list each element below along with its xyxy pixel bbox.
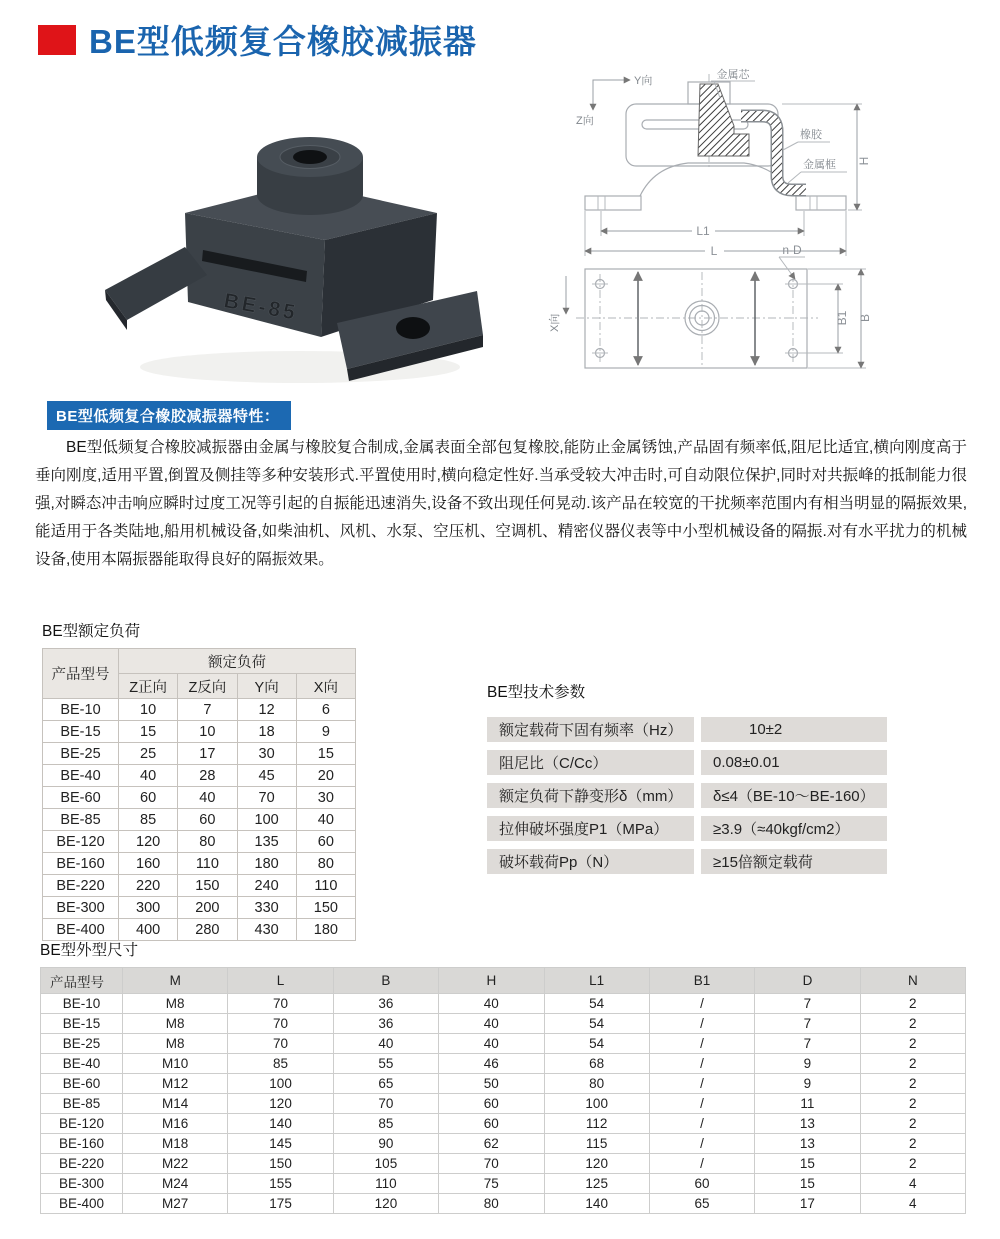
product-photo xyxy=(85,95,515,405)
table-cell: / xyxy=(649,1054,754,1074)
table-cell: BE-40 xyxy=(41,1054,123,1074)
table-cell: M16 xyxy=(123,1114,228,1134)
column-header: X向 xyxy=(296,674,355,699)
table-cell: 7 xyxy=(755,1014,860,1034)
table-row xyxy=(41,1194,966,1214)
table-cell: BE-120 xyxy=(43,831,119,853)
column-header: M xyxy=(123,968,228,994)
table-cell: BE-25 xyxy=(43,743,119,765)
table-cell: 40 xyxy=(439,994,544,1014)
table-cell: 28 xyxy=(178,765,237,787)
table-cell: 70 xyxy=(228,1034,333,1054)
table-cell: 2 xyxy=(860,1054,965,1074)
table-cell: 30 xyxy=(237,743,296,765)
table-cell: 85 xyxy=(228,1054,333,1074)
table-cell: BE-220 xyxy=(41,1154,123,1174)
column-header-product: 产品型号 xyxy=(43,649,119,699)
photo-threaded-hole xyxy=(293,150,327,164)
column-header: L xyxy=(228,968,333,994)
tech-param-label: 破坏载荷Pp（N） xyxy=(487,849,694,874)
table-cell: 15 xyxy=(119,721,178,743)
red-square-icon xyxy=(38,25,76,55)
table-cell: 60 xyxy=(439,1094,544,1114)
table-cell: / xyxy=(649,994,754,1014)
table-cell: BE-300 xyxy=(43,897,119,919)
table-cell: 9 xyxy=(755,1054,860,1074)
table-row xyxy=(41,1014,966,1034)
dimension-l: L xyxy=(710,244,718,258)
rubber-band-section xyxy=(741,116,806,190)
table-cell: 54 xyxy=(544,1014,649,1034)
table-cell: 62 xyxy=(439,1134,544,1154)
dimensions-table xyxy=(40,967,966,1214)
table-cell: 120 xyxy=(333,1194,438,1214)
column-header: 产品型号 xyxy=(41,968,123,994)
dimension-b1: B1 xyxy=(835,310,849,326)
table-cell: 12 xyxy=(237,699,296,721)
table-cell: 60 xyxy=(119,787,178,809)
table-cell: 100 xyxy=(544,1094,649,1114)
table-cell: 85 xyxy=(119,809,178,831)
axis-x-label: X向 xyxy=(549,313,561,332)
table-cell: 40 xyxy=(439,1034,544,1054)
table-cell: M14 xyxy=(123,1094,228,1114)
table-cell: 17 xyxy=(178,743,237,765)
table-cell: 15 xyxy=(755,1154,860,1174)
table-cell: M10 xyxy=(123,1054,228,1074)
table-cell: 7 xyxy=(755,994,860,1014)
table-row xyxy=(41,1074,966,1094)
table-cell: M24 xyxy=(123,1174,228,1194)
table-cell: 110 xyxy=(178,853,237,875)
table-row xyxy=(41,1054,966,1074)
table-cell: 240 xyxy=(237,875,296,897)
table-cell: 2 xyxy=(860,1034,965,1054)
table-row xyxy=(41,1094,966,1114)
table-row xyxy=(43,853,356,875)
tech-param-row xyxy=(487,849,887,874)
product-description: BE型低频复合橡胶减振器由金属与橡胶复合制成,金属表面全部包复橡胶,能防止金属锈蚀,产品固有频率低,阻尼比适宜,横向刚度高于垂向刚度,适用平置,倒置及侧挂等多种安装形式.平置使用时,横向稳定性好.当承受较大冲击时,可自动限位保护,同时对共振峰的抵制能力很强,对瞬态冲击响应瞬时过度工况等引起的自振能迅速消失,设备不致出现任何晃动.该产品在较宽的干扰频率范围内有相当明显的隔振效果,能适用于各类陆地,船用机械设备,如柴油机、风机、水泵、空压机、空调机、精密仪器仪表等中小型机械设备的隔振.对有水平扰力的机械设备,使用本隔振器能取得良好的隔振效果。 xyxy=(35,439,967,568)
table-cell: / xyxy=(649,1074,754,1094)
page-header xyxy=(38,16,477,63)
table-row xyxy=(43,765,356,787)
table-cell: 60 xyxy=(439,1114,544,1134)
table-cell: BE-15 xyxy=(41,1014,123,1034)
tech-param-value: δ≤4（BE-10～BE-160） xyxy=(701,783,887,808)
table-row xyxy=(43,809,356,831)
table-cell: 15 xyxy=(296,743,355,765)
table-row xyxy=(43,897,356,919)
table-cell: 4 xyxy=(860,1194,965,1214)
table-cell: 2 xyxy=(860,1074,965,1094)
table-cell: BE-160 xyxy=(41,1134,123,1154)
table-cell: 70 xyxy=(439,1154,544,1174)
dimensions-header-row xyxy=(41,968,966,994)
table-cell: BE-25 xyxy=(41,1034,123,1054)
table-cell: 105 xyxy=(333,1154,438,1174)
table-cell: 110 xyxy=(296,875,355,897)
table-cell: M22 xyxy=(123,1154,228,1174)
table-cell: 50 xyxy=(439,1074,544,1094)
table-cell: / xyxy=(649,1094,754,1114)
column-header: D xyxy=(755,968,860,994)
dimension-b: B xyxy=(858,313,872,323)
tech-param-value: ≥3.9（≈40kgf/cm2） xyxy=(701,816,887,841)
tech-param-label: 额定载荷下固有频率（Hz） xyxy=(487,717,694,742)
table-cell: BE-40 xyxy=(43,765,119,787)
table-cell: 68 xyxy=(544,1054,649,1074)
table-cell: 70 xyxy=(228,994,333,1014)
table-cell: 120 xyxy=(119,831,178,853)
table-cell: BE-10 xyxy=(43,699,119,721)
table-cell: 18 xyxy=(237,721,296,743)
table-cell: 85 xyxy=(333,1114,438,1134)
column-header: Z反向 xyxy=(178,674,237,699)
table-cell: 54 xyxy=(544,994,649,1014)
table-cell: 160 xyxy=(119,853,178,875)
table-cell: BE-400 xyxy=(43,919,119,941)
tech-param-row xyxy=(487,717,887,742)
column-header: L1 xyxy=(544,968,649,994)
table-cell: BE-85 xyxy=(43,809,119,831)
table-cell: BE-60 xyxy=(43,787,119,809)
tech-param-row xyxy=(487,816,887,841)
table-cell: M12 xyxy=(123,1074,228,1094)
tech-params-section xyxy=(487,680,887,882)
features-heading-text: BE型低频复合橡胶减振器特性： xyxy=(56,408,280,425)
table-cell: BE-300 xyxy=(41,1174,123,1194)
table-cell: 9 xyxy=(296,721,355,743)
table-cell: 20 xyxy=(296,765,355,787)
table-row xyxy=(41,1134,966,1154)
table-row xyxy=(43,787,356,809)
table-cell: 120 xyxy=(228,1094,333,1114)
table-cell: 13 xyxy=(755,1114,860,1134)
table-cell: 54 xyxy=(544,1034,649,1054)
table-cell: 180 xyxy=(237,853,296,875)
tech-param-label: 额定负荷下静变形δ（mm） xyxy=(487,783,694,808)
table-cell: 120 xyxy=(544,1154,649,1174)
table-cell: 80 xyxy=(296,853,355,875)
table-cell: / xyxy=(649,1134,754,1154)
photo-left-flange xyxy=(105,247,207,320)
table-cell: 330 xyxy=(237,897,296,919)
table-row xyxy=(43,721,356,743)
table-cell: 280 xyxy=(178,919,237,941)
rated-load-header-row xyxy=(43,649,356,674)
table-cell: 430 xyxy=(237,919,296,941)
table-row xyxy=(43,699,356,721)
hole-count-label: n-D xyxy=(782,243,802,257)
table-row xyxy=(43,743,356,765)
column-header: Z正向 xyxy=(119,674,178,699)
table-cell: M8 xyxy=(123,1014,228,1034)
table-cell: / xyxy=(649,1014,754,1034)
table-cell: 70 xyxy=(228,1014,333,1034)
table-cell: 6 xyxy=(296,699,355,721)
table-cell: M18 xyxy=(123,1134,228,1154)
table-cell: BE-400 xyxy=(41,1194,123,1214)
table-cell: 36 xyxy=(333,1014,438,1034)
table-cell: 150 xyxy=(228,1154,333,1174)
tech-params-title: BE型技术参数 xyxy=(487,684,586,701)
table-cell: 9 xyxy=(755,1074,860,1094)
table-cell: 55 xyxy=(333,1054,438,1074)
table-cell: M8 xyxy=(123,1034,228,1054)
table-cell: 65 xyxy=(333,1074,438,1094)
table-cell: 25 xyxy=(119,743,178,765)
table-cell: 140 xyxy=(544,1194,649,1214)
metal-frame-label: 金属框 xyxy=(803,159,836,171)
table-cell: 300 xyxy=(119,897,178,919)
table-cell: 100 xyxy=(228,1074,333,1094)
table-cell: BE-160 xyxy=(43,853,119,875)
column-header: B1 xyxy=(649,968,754,994)
tech-param-row xyxy=(487,783,887,808)
table-cell: 2 xyxy=(860,1014,965,1034)
table-cell: 70 xyxy=(237,787,296,809)
table-row xyxy=(41,994,966,1014)
table-cell: 2 xyxy=(860,994,965,1014)
table-cell: 175 xyxy=(228,1194,333,1214)
table-cell: 7 xyxy=(178,699,237,721)
table-row xyxy=(41,1034,966,1054)
table-cell: 4 xyxy=(860,1174,965,1194)
page-title: BE型低频复合橡胶减振器 xyxy=(89,23,477,60)
table-cell: 200 xyxy=(178,897,237,919)
metal-core-label: 金属芯 xyxy=(716,69,750,81)
dimension-h: H xyxy=(857,156,871,166)
table-cell: 400 xyxy=(119,919,178,941)
table-cell: BE-10 xyxy=(41,994,123,1014)
table-cell: 112 xyxy=(544,1114,649,1134)
table-cell: 150 xyxy=(178,875,237,897)
table-cell: 2 xyxy=(860,1134,965,1154)
table-cell: M27 xyxy=(123,1194,228,1214)
table-cell: 80 xyxy=(544,1074,649,1094)
table-cell: 13 xyxy=(755,1134,860,1154)
rated-load-section xyxy=(42,619,356,941)
table-cell: 110 xyxy=(333,1174,438,1194)
tech-param-label: 阻尼比（C/Cc） xyxy=(487,750,694,775)
column-header: Y向 xyxy=(237,674,296,699)
features-heading xyxy=(47,401,291,430)
table-row xyxy=(41,1154,966,1174)
column-header-group: 额定负荷 xyxy=(119,649,356,674)
dimensions-section xyxy=(40,938,966,1214)
table-cell: 60 xyxy=(649,1174,754,1194)
table-cell: / xyxy=(649,1034,754,1054)
table-cell: BE-85 xyxy=(41,1094,123,1114)
table-cell: 155 xyxy=(228,1174,333,1194)
table-row xyxy=(41,1114,966,1134)
tech-param-value: 10±2 xyxy=(701,717,887,742)
table-cell: 150 xyxy=(296,897,355,919)
table-row xyxy=(43,875,356,897)
table-cell: 2 xyxy=(860,1094,965,1114)
table-cell: 65 xyxy=(649,1194,754,1214)
table-cell: 70 xyxy=(333,1094,438,1114)
table-cell: / xyxy=(649,1154,754,1174)
tech-param-value: 0.08±0.01 xyxy=(701,750,887,775)
table-cell: 45 xyxy=(237,765,296,787)
rubber-label: 橡胶 xyxy=(800,129,822,141)
table-cell: 10 xyxy=(178,721,237,743)
table-cell: 10 xyxy=(119,699,178,721)
table-cell: 40 xyxy=(439,1014,544,1034)
table-cell: M8 xyxy=(123,994,228,1014)
table-cell: 40 xyxy=(178,787,237,809)
table-cell: 180 xyxy=(296,919,355,941)
table-cell: / xyxy=(649,1114,754,1134)
table-cell: 135 xyxy=(237,831,296,853)
column-header: H xyxy=(439,968,544,994)
table-cell: 40 xyxy=(333,1034,438,1054)
dimension-l1: L1 xyxy=(696,224,710,238)
table-row xyxy=(41,1174,966,1194)
table-cell: BE-120 xyxy=(41,1114,123,1134)
tech-param-value: ≥15倍额定载荷 xyxy=(701,849,887,874)
table-cell: 15 xyxy=(755,1174,860,1194)
table-cell: 17 xyxy=(755,1194,860,1214)
table-cell: BE-220 xyxy=(43,875,119,897)
axis-z-label: Z向 xyxy=(576,115,594,127)
photo-bolt-hole xyxy=(396,317,430,339)
table-cell: 36 xyxy=(333,994,438,1014)
tech-param-label: 拉伸破坏强度P1（MPa） xyxy=(487,816,694,841)
table-cell: 140 xyxy=(228,1114,333,1134)
top-view xyxy=(548,243,872,368)
table-cell: 40 xyxy=(296,809,355,831)
table-cell: 2 xyxy=(860,1114,965,1134)
axis-y-label: Y向 xyxy=(634,75,653,87)
table-cell: 7 xyxy=(755,1034,860,1054)
table-cell: 220 xyxy=(119,875,178,897)
technical-drawing xyxy=(548,64,1000,400)
table-cell: 11 xyxy=(755,1094,860,1114)
table-cell: 115 xyxy=(544,1134,649,1154)
table-row xyxy=(43,831,356,853)
tech-param-row xyxy=(487,750,887,775)
table-cell: 40 xyxy=(119,765,178,787)
column-header: B xyxy=(333,968,438,994)
table-cell: 75 xyxy=(439,1174,544,1194)
table-cell: 100 xyxy=(237,809,296,831)
table-cell: 80 xyxy=(439,1194,544,1214)
table-cell: 60 xyxy=(178,809,237,831)
rated-load-title: BE型额定负荷 xyxy=(42,623,141,640)
table-cell: 125 xyxy=(544,1174,649,1194)
table-cell: 90 xyxy=(333,1134,438,1154)
table-cell: 145 xyxy=(228,1134,333,1154)
photo-embossed-text: BE-85 xyxy=(222,289,300,325)
rated-load-table xyxy=(42,648,356,941)
table-cell: BE-15 xyxy=(43,721,119,743)
table-cell: BE-60 xyxy=(41,1074,123,1094)
table-cell: 46 xyxy=(439,1054,544,1074)
side-section-view xyxy=(576,67,871,258)
table-cell: 30 xyxy=(296,787,355,809)
dimensions-title: BE型外型尺寸 xyxy=(40,942,139,959)
table-cell: 2 xyxy=(860,1154,965,1174)
table-cell: 80 xyxy=(178,831,237,853)
table-cell: 60 xyxy=(296,831,355,853)
column-header: N xyxy=(860,968,965,994)
